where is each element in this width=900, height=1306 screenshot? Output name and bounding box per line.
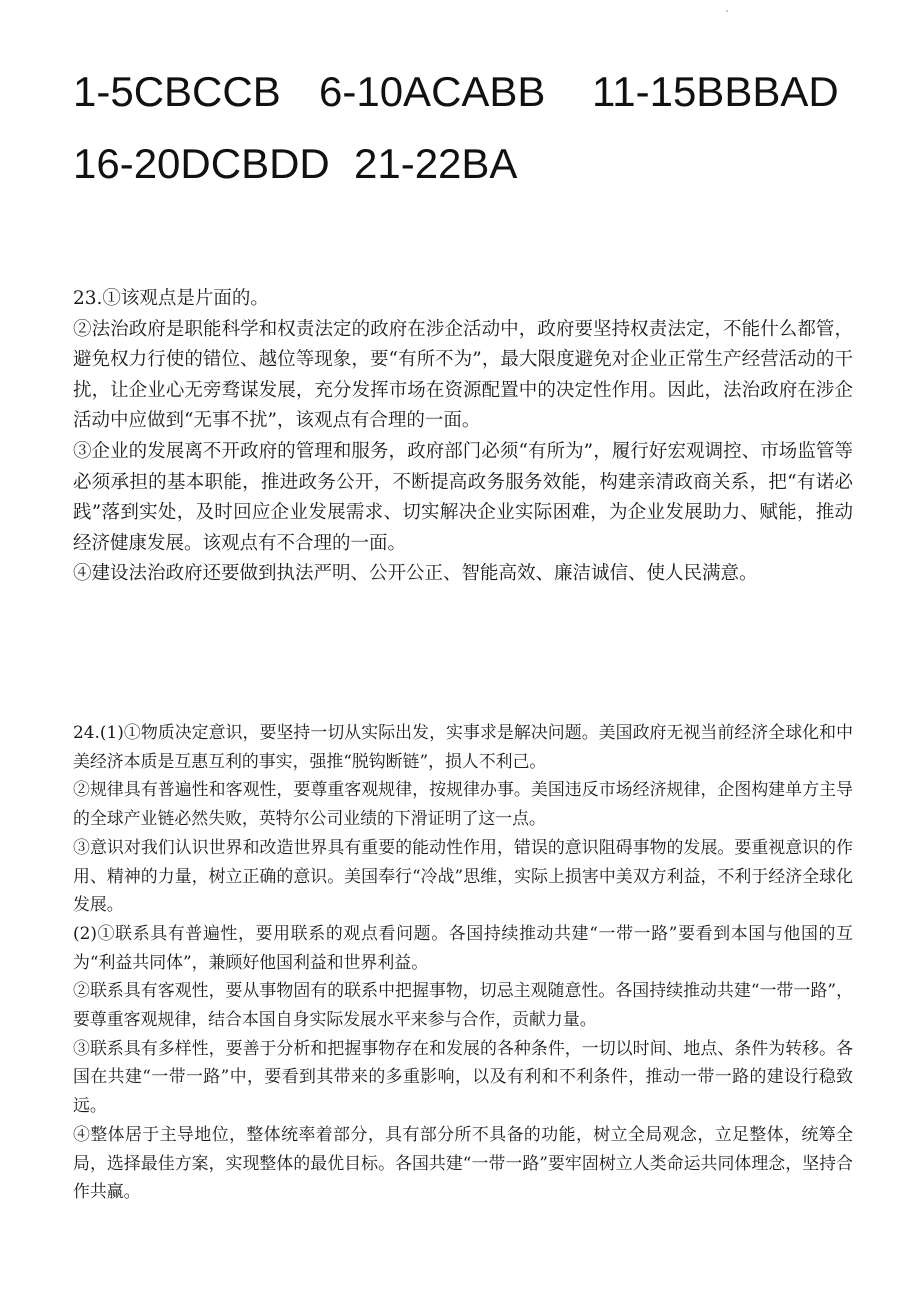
q24-paragraph: ③意识对我们认识世界和改造世界具有重要的能动性作用，错误的意识阻碍事物的发展。要重视意识的作用、精神的力量，树立正确的意识。美国奉行“冷战”思维，实际上损害中美双方利益，不利于经济全球化发展。 xyxy=(73,836,853,915)
multiple-choice-answers xyxy=(73,56,873,200)
q23-paragraph: ②法治政府是职能科学和权责法定的政府在涉企活动中，政府要坚持权责法定，不能什么都管，避免权力行使的错位、越位等现象，要“有所不为”，最大限度避免对企业正常生产经营活动的干扰，让企业心无旁骛谋发展，充分发挥市场在资源配置中的决定性作用。因此，法治政府在涉企活动中应做到“无事不扰”，该观点有合理的一面。 xyxy=(73,318,853,432)
answer-group-21-22: 21-22BA xyxy=(354,140,518,187)
answer-group-6-10: 6-10ACABB xyxy=(319,68,546,115)
q23-paragraph: ④建设法治政府还要做到执法严明、公开公正、智能高效、廉洁诚信、使人民满意。 xyxy=(73,563,758,585)
answer-row-2 xyxy=(73,128,873,200)
answer-group-1-5: 1-5CBCCB xyxy=(73,68,281,115)
scan-speck xyxy=(726,10,728,12)
answer-group-16-20: 16-20DCBDD xyxy=(73,140,330,187)
question-23-answer xyxy=(73,284,853,590)
answer-group-11-15: 11-15BBBAD xyxy=(592,68,839,115)
question-24-answer xyxy=(73,718,853,1206)
answer-row-1 xyxy=(73,56,873,128)
q24-paragraph: 24.(1)①物质决定意识，要坚持一切从实际出发，实事求是解决问题。美国政府无视当前经济全球化和中美经济本质是互惠互利的事实，强推“脱钩断链”，损人不利己。 xyxy=(73,722,853,771)
q24-paragraph: (2)①联系具有普遍性，要用联系的观点看问题。各国持续推动共建“一带一路”要看到本国与他国的互为“利益共同体”，兼顾好他国利益和世界利益。 xyxy=(73,922,853,972)
q24-paragraph: ②联系具有客观性，要从事物固有的联系中把握事物，切忌主观随意性。各国持续推动共建“一带一路”，要尊重客观规律，结合本国自身实际发展水平来参与合作，贡献力量。 xyxy=(73,980,853,1030)
q23-paragraph: 23.①该观点是片面的。 xyxy=(73,288,269,309)
q24-paragraph: ④整体居于主导地位，整体统率着部分，具有部分所不具备的功能，树立全局观念，立足整体，统筹全局，选择最佳方案，实现整体的最优目标。各国共建“一带一路”要牢固树立人类命运共同体理念，坚持合作共赢。 xyxy=(73,1123,853,1202)
q23-paragraph: ③企业的发展离不开政府的管理和服务，政府部门必须“有所为”，履行好宏观调控、市场监管等必须承担的基本职能，推进政务公开，不断提高政务服务效能，构建亲清政商关系，把“有诺必践”落到实处，及时回应企业发展需求、切实解决企业实际困难，为企业发展助力、赋能，推动经济健康发展。该观点有不合理的一面。 xyxy=(73,440,853,554)
q24-paragraph: ②规律具有普遍性和客观性，要尊重客观规律，按规律办事。美国违反市场经济规律，企图构建单方主导的全球产业链必然失败，英特尔公司业绩的下滑证明了这一点。 xyxy=(73,779,853,829)
q24-paragraph: ③联系具有多样性，要善于分析和把握事物存在和发展的各种条件，一切以时间、地点、条件为转移。各国在共建“一带一路”中，要看到其带来的多重影响，以及有利和不利条件，推动一带一路的建设行稳致远。 xyxy=(73,1037,853,1116)
